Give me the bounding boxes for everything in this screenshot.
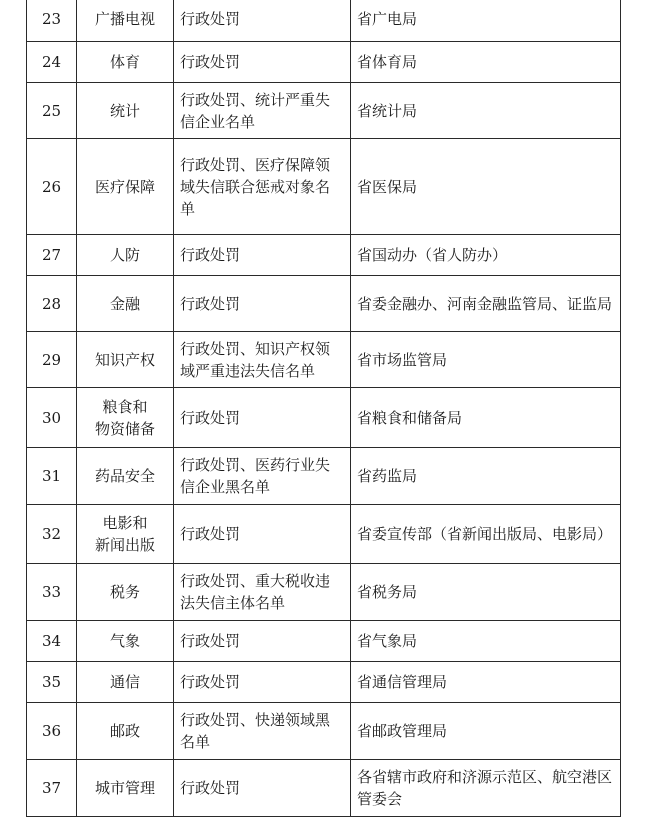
row-number: 36 <box>27 703 77 760</box>
field-line: 税务 <box>109 583 140 601</box>
table-row <box>27 332 621 388</box>
field-line: 物资储备 <box>94 419 155 438</box>
row-field <box>77 621 174 662</box>
table-row <box>27 621 621 662</box>
field-line: 城市管理 <box>94 779 155 797</box>
row-field <box>77 703 174 760</box>
row-info-type: 行政处罚 <box>174 760 351 817</box>
row-info-type: 行政处罚 <box>174 388 351 448</box>
row-department: 省统计局 <box>351 83 621 139</box>
row-department: 各省辖市政府和济源示范区、航空港区管委会 <box>351 760 621 817</box>
field-line: 新闻出版 <box>94 536 155 554</box>
field-line: 药品安全 <box>94 467 155 485</box>
row-department: 省委金融办、河南金融监管局、证监局 <box>351 276 621 332</box>
table-row <box>27 139 621 235</box>
field-line: 医疗保障 <box>94 177 155 196</box>
row-number: 34 <box>27 621 77 662</box>
row-number: 27 <box>27 235 77 276</box>
row-number: 32 <box>27 505 77 564</box>
row-number: 29 <box>27 332 77 388</box>
table-row <box>27 564 621 621</box>
row-info-type: 行政处罚 <box>174 235 351 276</box>
row-field <box>77 505 174 564</box>
row-info-type: 行政处罚 <box>174 276 351 332</box>
table-row <box>27 760 621 817</box>
table-row <box>27 0 621 42</box>
row-field <box>77 0 174 42</box>
table-row <box>27 83 621 139</box>
row-number: 25 <box>27 83 77 139</box>
row-number: 35 <box>27 662 77 703</box>
row-number: 33 <box>27 564 77 621</box>
row-department: 省税务局 <box>351 564 621 621</box>
row-department: 省通信管理局 <box>351 662 621 703</box>
table-row <box>27 505 621 564</box>
field-line: 人防 <box>109 246 140 264</box>
table-row <box>27 388 621 448</box>
row-field <box>77 276 174 332</box>
row-field <box>77 139 174 235</box>
field-line: 气象 <box>109 632 140 650</box>
row-info-type: 行政处罚、快递领域黑名单 <box>174 703 351 760</box>
table-body <box>27 0 621 817</box>
row-field <box>77 83 174 139</box>
row-department: 省医保局 <box>351 139 621 235</box>
field-line: 粮食和 <box>102 397 148 416</box>
row-field <box>77 332 174 388</box>
field-line: 统计 <box>109 101 140 120</box>
row-info-type: 行政处罚 <box>174 662 351 703</box>
row-number: 26 <box>27 139 77 235</box>
table-row <box>27 703 621 760</box>
row-number: 30 <box>27 388 77 448</box>
row-department: 省体育局 <box>351 42 621 83</box>
table-row <box>27 235 621 276</box>
row-field <box>77 662 174 703</box>
row-department: 省气象局 <box>351 621 621 662</box>
row-department: 省粮食和储备局 <box>351 388 621 448</box>
row-department: 省市场监管局 <box>351 332 621 388</box>
row-number: 23 <box>27 0 77 42</box>
row-field <box>77 388 174 448</box>
row-info-type: 行政处罚 <box>174 0 351 42</box>
row-field <box>77 760 174 817</box>
field-line: 电影和 <box>102 514 148 532</box>
row-info-type: 行政处罚、重大税收违法失信主体名单 <box>174 564 351 621</box>
row-info-type: 行政处罚 <box>174 505 351 564</box>
table-row <box>27 42 621 83</box>
row-info-type: 行政处罚 <box>174 42 351 83</box>
field-line: 通信 <box>109 673 140 691</box>
row-department: 省广电局 <box>351 0 621 42</box>
row-number: 31 <box>27 448 77 505</box>
row-number: 37 <box>27 760 77 817</box>
row-field <box>77 42 174 83</box>
row-info-type: 行政处罚、知识产权领域严重违法失信名单 <box>174 332 351 388</box>
field-line: 金融 <box>109 294 140 313</box>
row-department: 省药监局 <box>351 448 621 505</box>
row-info-type: 行政处罚 <box>174 621 351 662</box>
credit-info-table <box>26 0 621 817</box>
row-info-type: 行政处罚、医药行业失信企业黑名单 <box>174 448 351 505</box>
table-row <box>27 662 621 703</box>
row-number: 24 <box>27 42 77 83</box>
row-number: 28 <box>27 276 77 332</box>
row-field <box>77 448 174 505</box>
table-row <box>27 448 621 505</box>
row-field <box>77 564 174 621</box>
field-line: 广播电视 <box>94 10 155 28</box>
row-department: 省委宣传部（省新闻出版局、电影局） <box>351 505 621 564</box>
row-info-type: 行政处罚、医疗保障领域失信联合惩戒对象名单 <box>174 139 351 235</box>
row-info-type: 行政处罚、统计严重失信企业名单 <box>174 83 351 139</box>
field-line: 邮政 <box>109 722 140 740</box>
table-row <box>27 276 621 332</box>
row-department: 省邮政管理局 <box>351 703 621 760</box>
field-line: 体育 <box>109 53 140 71</box>
row-department: 省国动办（省人防办） <box>351 235 621 276</box>
row-field <box>77 235 174 276</box>
field-line: 知识产权 <box>94 350 155 369</box>
